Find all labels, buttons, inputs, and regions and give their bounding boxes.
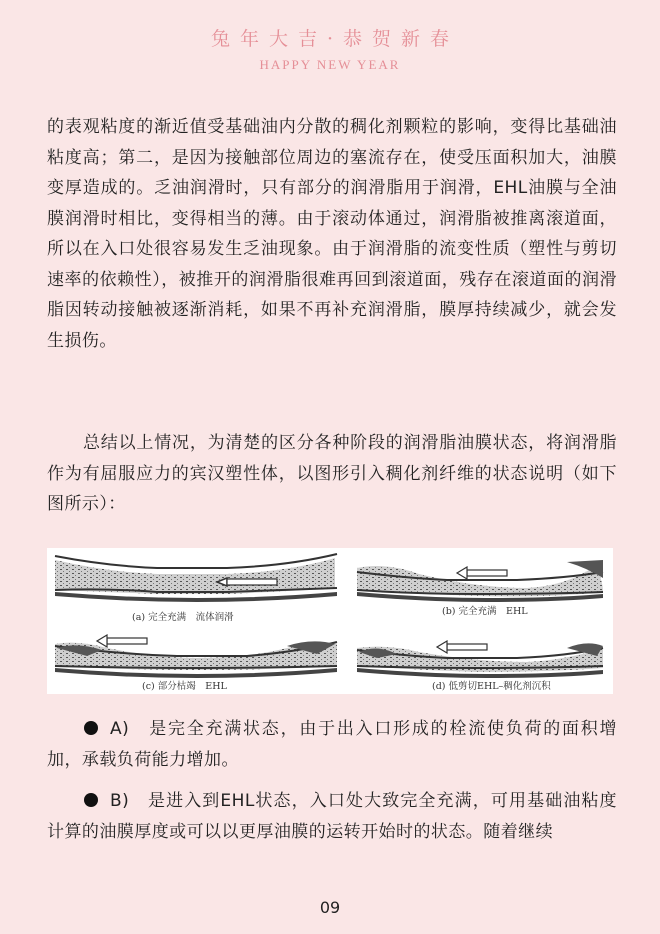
header-title-en: HAPPY NEW YEAR: [259, 57, 401, 72]
panel-c-diagram: [55, 635, 337, 678]
page-header: [0, 24, 660, 73]
page-number: 09: [319, 898, 341, 917]
bullet-dot-icon: [84, 793, 98, 807]
paragraph-2: 总结以上情况，为清楚的区分各种阶段的润滑脂油膜状态，将润滑脂作为有屈服应力的宾汉塑性体，以图形引入稠化剂纤维的状态说明（如下图所示）：: [47, 433, 617, 514]
bullet-b-text: B) 是进入到EHL状态，入口处大致完全充满，可用基础油粘度计算的油膜厚度或可以以更厚油膜的运转开始时的状态。随着继续: [47, 791, 617, 842]
panel-a-diagram: [55, 554, 337, 602]
grease-film-diagram: [47, 548, 613, 694]
bullet-paragraph-b: [47, 786, 617, 848]
panel-b-diagram: [357, 560, 603, 602]
panel-d-diagram: [357, 641, 603, 678]
header-title-cn: 兔年大吉·恭贺新春: [210, 28, 460, 50]
panel-c-caption: (c) 部分枯竭 EHL: [142, 681, 227, 692]
panel-a-caption: (a) 完全充满 流体润滑: [132, 612, 234, 623]
bullet-a-text: A) 是完全充满状态，由于出入口形成的栓流使负荷的面积增加，承载负荷能力增加。: [47, 719, 617, 770]
bullet-paragraph-a: [47, 714, 617, 776]
panel-d-caption: (d) 低剪切EHL–稠化剂沉积: [432, 681, 551, 692]
grease-film-figure: [47, 548, 613, 694]
paragraph-1: 的表观粘度的渐近值受基础油内分散的稠化剂颗粒的影响，变得比基础油粘度高；第二，是因为接触部位周边的塞流存在，使受压面积加大，油膜变厚造成的。乏油润滑时，只有部分的润滑脂用于润滑，EHL油膜与全油膜润滑时相比，变得相当的薄。由于滚动体通过，润滑脂被推离滚道面，所以在入口处很容易发生乏油现象。由于润滑脂的流变性质（塑性与剪切速率的依赖性），被推开的润滑脂很难再回到滚道面，残存在滚道面的润滑脂因转动接触被逐渐消耗，如果不再补充润滑脂，膜厚持续减少，就会发生损伤。: [47, 117, 617, 351]
panel-b-caption: (b) 完全充满 EHL: [442, 606, 528, 617]
bullet-dot-icon: [84, 721, 98, 735]
